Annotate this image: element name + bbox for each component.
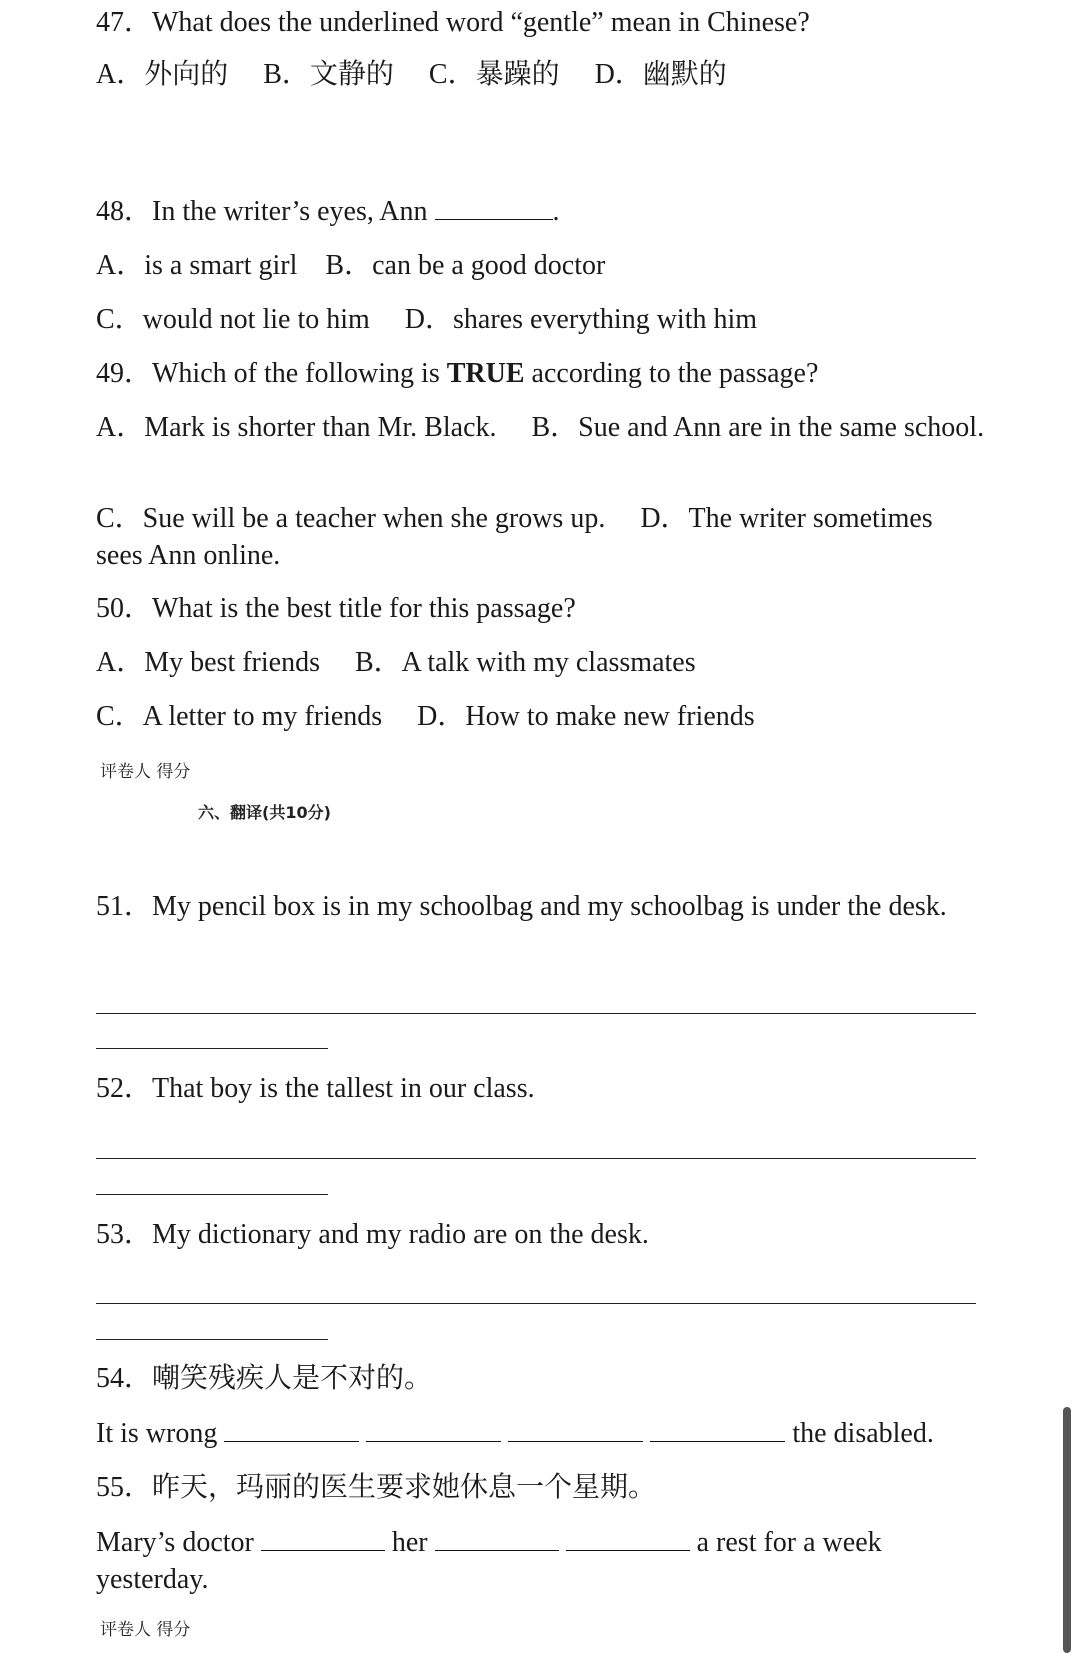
q54-answer-prefix: It is wrong <box>96 1418 218 1449</box>
q48-options-line-1: A．is a smart girl B．can be a good doctor <box>96 250 606 281</box>
q54-prompt: 54．嘲笑残疾人是不对的。 <box>96 1363 433 1394</box>
q47-options: A．外向的 B．文静的 C．暴躁的 D．幽默的 <box>96 59 727 90</box>
blank-line <box>224 1417 359 1442</box>
q48-options-line-2: C．would not lie to him D．shares everything with him <box>96 304 758 335</box>
answer-line <box>96 1339 328 1340</box>
q55-answer <box>96 1524 882 1561</box>
q54-answer <box>96 1415 934 1452</box>
score-label: 评卷人 得分 <box>100 762 191 782</box>
blank-line <box>261 1526 385 1551</box>
q50-options-line-2: C．A letter to my friends D．How to make new friends <box>96 701 755 732</box>
q48-stem-suffix: . <box>552 196 560 227</box>
answer-line <box>96 1303 976 1304</box>
q49-stem-prefix: 49．Which of the following is <box>96 358 447 389</box>
q49-options-para-1: A．Mark is shorter than Mr. Black. B．Sue and Ann are in the same school. <box>96 412 985 443</box>
q54-answer-suffix: the disabled. <box>792 1418 934 1449</box>
q49-options-para-2: C．Sue will be a teacher when she grows up. D．The writer sometimes sees Ann online. <box>96 503 933 571</box>
q55-prompt: 55．昨天，玛丽的医生要求她休息一个星期。 <box>96 1472 657 1503</box>
q50-stem: 50．What is the best title for this passage? <box>96 593 576 624</box>
q51-prompt: 51．My pencil box is in my schoolbag and my schoolbag is under the desk. <box>96 891 947 922</box>
blank-line <box>435 1526 559 1551</box>
q47-stem: 47．What does the underlined word “gentle” mean in Chinese? <box>96 7 810 38</box>
q52-prompt: 52．That boy is the tallest in our class. <box>96 1073 535 1104</box>
q55-part-1: Mary’s doctor <box>96 1527 254 1558</box>
q49-stem <box>96 355 818 392</box>
q48-stem <box>96 193 560 230</box>
answer-line <box>96 1158 976 1159</box>
q55-part-3: a rest for a week <box>696 1527 882 1558</box>
blank-line <box>566 1526 690 1551</box>
answer-line <box>96 1013 976 1014</box>
q48-stem-prefix: 48．In the writer’s eyes, Ann <box>96 196 435 227</box>
answer-line <box>96 1048 328 1049</box>
score-label: 评卷人 得分 <box>100 1620 191 1640</box>
blank-line <box>650 1417 785 1442</box>
section-heading: 六、翻译(共10分) <box>198 803 331 822</box>
q49-stem-bold: TRUE <box>446 358 525 389</box>
q53-prompt: 53．My dictionary and my radio are on the desk. <box>96 1219 649 1250</box>
blank-line <box>366 1417 501 1442</box>
q55-part-2: her <box>391 1527 428 1558</box>
answer-line <box>96 1194 328 1195</box>
q55-answer-cont: yesterday. <box>96 1564 209 1595</box>
scrollbar-thumb[interactable] <box>1063 1407 1071 1653</box>
q49-stem-suffix: according to the passage? <box>524 358 819 389</box>
q50-options-line-1: A．My best friends B．A talk with my classmates <box>96 647 696 678</box>
blank-line <box>435 195 553 220</box>
blank-line <box>508 1417 643 1442</box>
